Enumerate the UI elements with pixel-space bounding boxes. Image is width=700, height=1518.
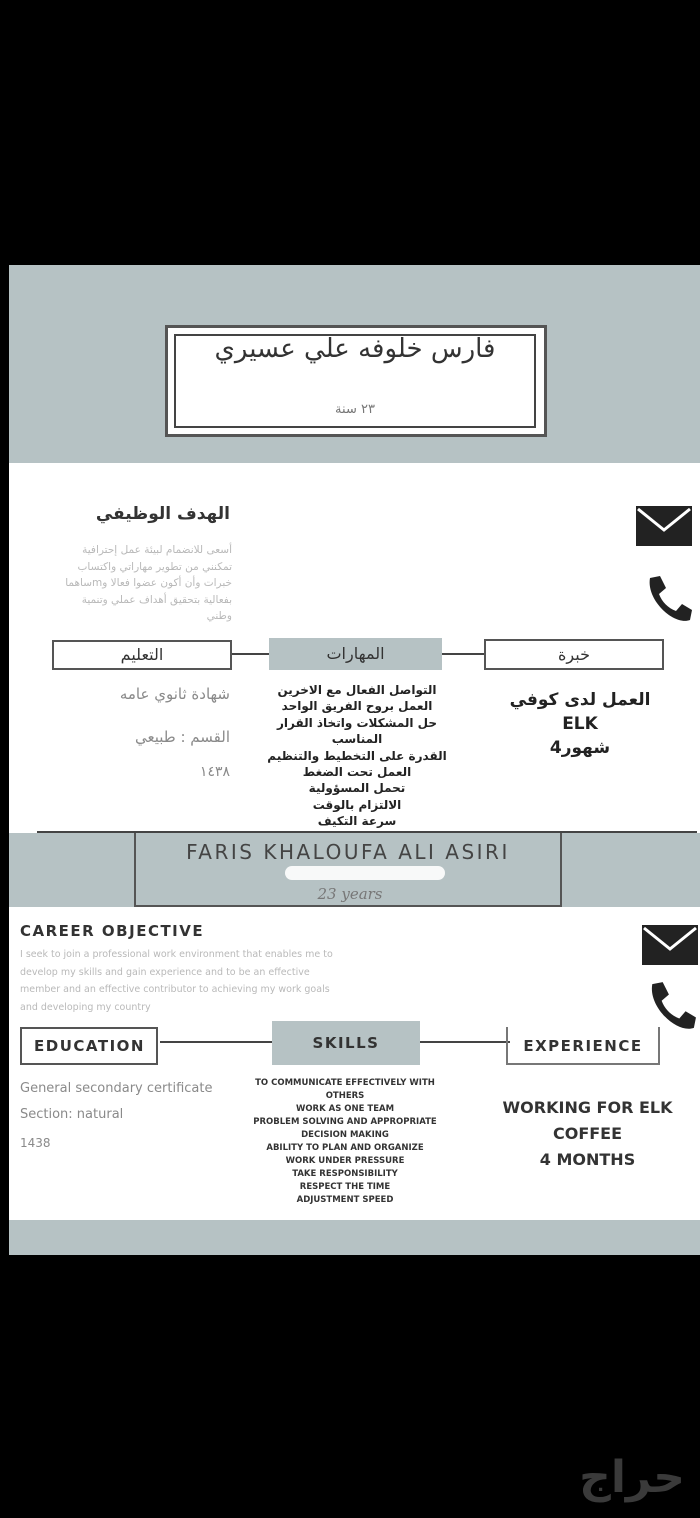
arabic-skills-list: التواصل الفعال مع الاخرين العمل بروح الفريق الواحد حل المشكلات واتخاذ القرار المناسب القدرة على التخطيط والتنظيم العمل تحت الضغط تحمل المسؤولية الالتزام بالوقت سرعة التكيف bbox=[267, 683, 447, 829]
arabic-education-header: التعليم bbox=[52, 640, 232, 670]
english-objective-title: CAREER OBJECTIVE bbox=[20, 922, 205, 940]
phone-icon bbox=[646, 980, 696, 1032]
arabic-age: ٢٣ سنة bbox=[335, 402, 375, 417]
arabic-education-line-1: شهادة ثانوي عامه bbox=[119, 685, 230, 703]
haraj-watermark: حراج bbox=[579, 1452, 685, 1503]
arabic-experience-header: خبرة bbox=[484, 639, 664, 670]
english-skills-header: SKILLS bbox=[272, 1021, 420, 1065]
redacted-mark bbox=[285, 866, 445, 880]
english-education-line-3: 1438 bbox=[20, 1136, 51, 1150]
english-education-header: EDUCATION bbox=[20, 1027, 158, 1065]
arabic-name: فارس خلوفه علي عسيري bbox=[214, 334, 496, 364]
english-experience-header: EXPERIENCE bbox=[523, 1037, 643, 1055]
phone-icon bbox=[644, 574, 692, 624]
arabic-education-line-3: ١٤٣٨ bbox=[199, 764, 230, 780]
english-name: FARIS KHALOUFA ALI ASIRI bbox=[186, 840, 510, 864]
arabic-experience-text: العمل لدى كوفي ELK شهور4 bbox=[509, 690, 651, 758]
mail-icon bbox=[636, 506, 692, 546]
english-education-line-1: General secondary certificate bbox=[20, 1081, 213, 1096]
arabic-objective-text: أسعى للانضمام لبيئة عمل إحترافية تمكنني من تطوير مهاراتي واكتساب خبرات وأن أكون عضوا فعالا وmساهما بفعالية بتحقيق أهداف عملي وتنمية وطني bbox=[65, 544, 232, 622]
arabic-objective-title: الهدف الوظيفي bbox=[95, 504, 230, 524]
arabic-skills-header: المهارات bbox=[269, 638, 442, 670]
english-age: 23 years bbox=[317, 885, 383, 903]
english-footer-band bbox=[9, 1220, 700, 1255]
english-objective-text: I seek to join a professional work environment that enables me to develop my skills and gain experience and to be an effective member and an effective contributor to achieving my work goals and developing my country bbox=[20, 949, 333, 1013]
english-education-line-2: Section: natural bbox=[20, 1107, 124, 1122]
english-skills-list: TO COMMUNICATE EFFECTIVELY WITH OTHERS WORK AS ONE TEAM PROBLEM SOLVING AND APPROPRIATE DECISION MAKING ABILITY TO PLAN AND ORGANIZE WORK UNDER PRESSURE TAKE RESPONSIBILITY RESPECT THE TIME ADJUSTMENT SPEED bbox=[253, 1078, 437, 1205]
arabic-education-line-2: القسم : طبيعي bbox=[134, 728, 230, 746]
mail-icon bbox=[642, 925, 698, 965]
english-experience-text: WORKING FOR ELK COFFEE 4 MONTHS bbox=[502, 1098, 673, 1169]
